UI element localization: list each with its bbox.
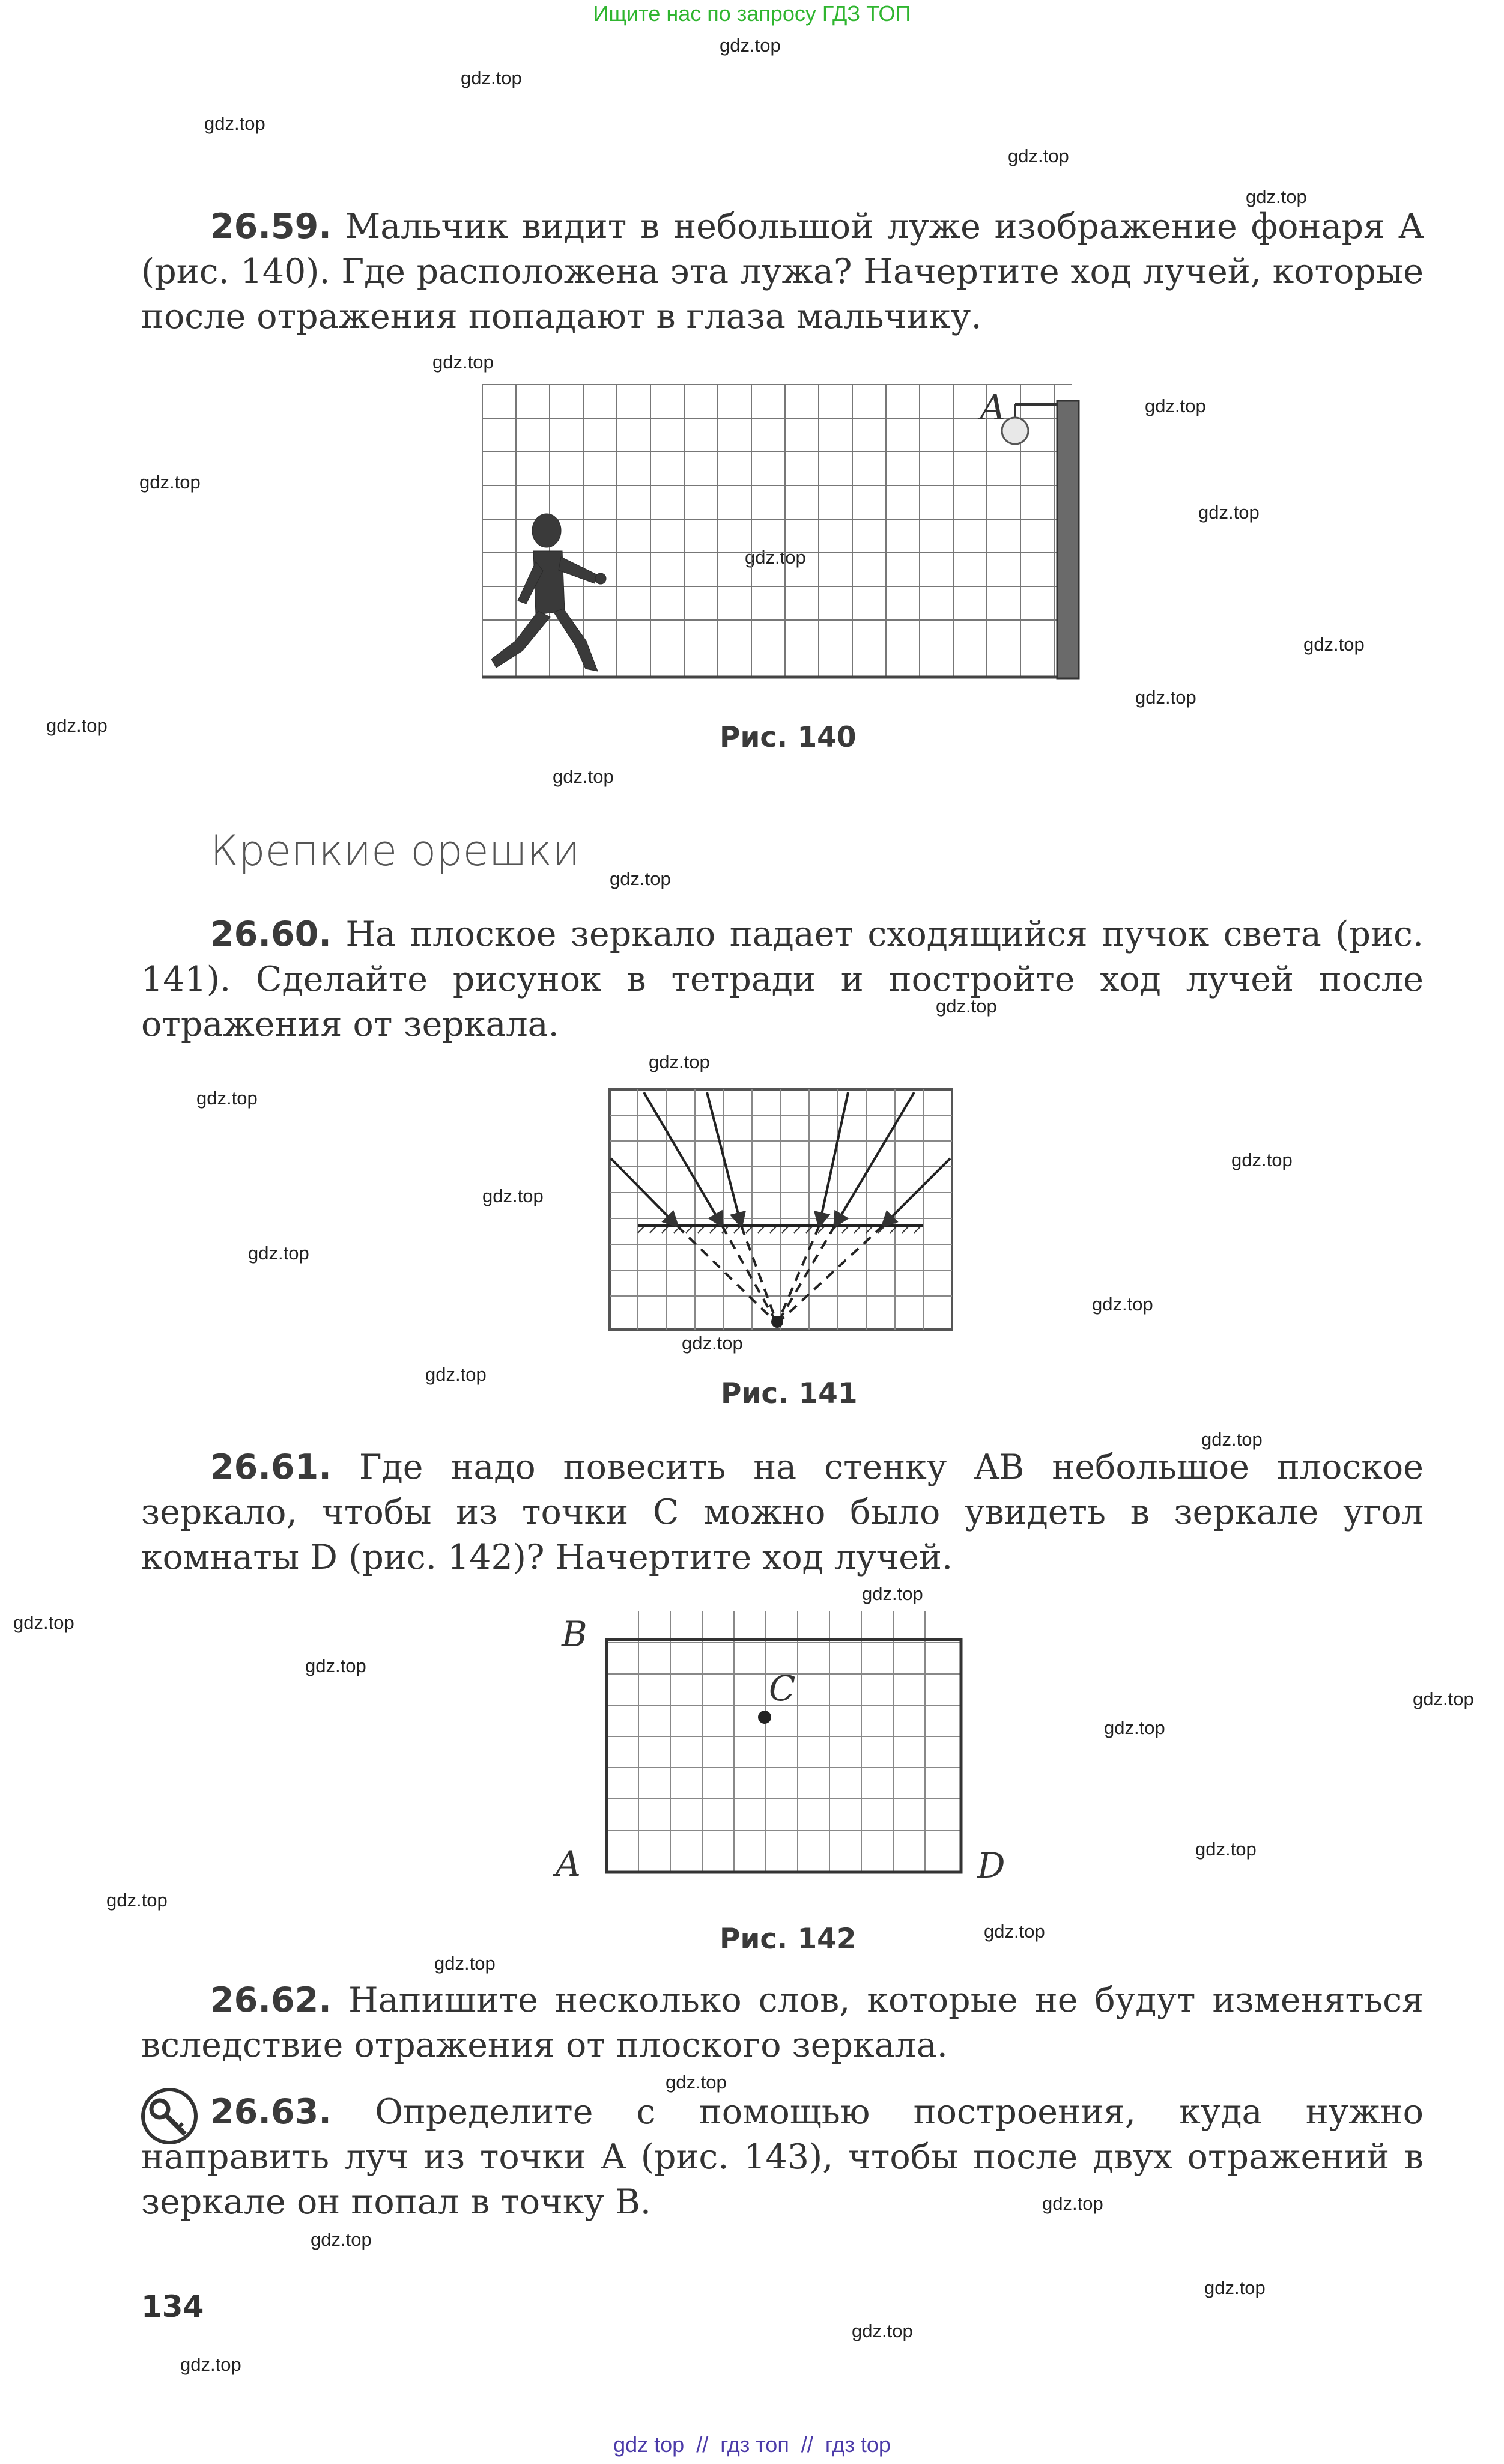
problem-26-62 xyxy=(141,1978,1424,2068)
watermark: gdz.top xyxy=(1092,1294,1153,1315)
problem-number: 26.61. xyxy=(210,1447,332,1487)
page-number: 134 xyxy=(141,2289,204,2324)
problem-26-61 xyxy=(141,1445,1424,1580)
problem-text: На плоское зеркало падает сходящийся пучок света (рис. 141). Сделайте рисунок в тетради и постройте ход лучей после отражения от зеркала. xyxy=(141,914,1424,1044)
watermark: gdz.top xyxy=(196,1088,258,1109)
label-c: C xyxy=(769,1668,796,1709)
boy-figure xyxy=(491,514,606,671)
watermark: gdz.top xyxy=(1135,687,1196,708)
watermark: gdz.top xyxy=(1246,186,1307,207)
watermark: gdz.top xyxy=(610,868,671,889)
watermark: gdz.top xyxy=(1303,634,1365,655)
watermark: gdz.top xyxy=(13,1612,74,1633)
problem-number: 26.62. xyxy=(210,1980,332,2020)
watermark: gdz.top xyxy=(425,1364,487,1385)
watermark: gdz.top xyxy=(1231,1149,1293,1170)
problem-text: Напишите несколько слов, которые не будут изменяться вследствие отражения от плоского зеркала. xyxy=(141,1980,1424,2065)
watermark: gdz.top xyxy=(1198,502,1260,523)
problem-number: 26.59. xyxy=(210,207,332,246)
watermark: gdz.top xyxy=(204,113,265,134)
watermark: gdz.top xyxy=(862,1583,923,1604)
watermark: gdz.top xyxy=(1145,395,1206,416)
watermark: gdz.top xyxy=(1104,1717,1165,1738)
watermark: gdz.top xyxy=(649,1051,710,1072)
watermark: gdz.top xyxy=(720,35,781,56)
watermark: gdz.top xyxy=(180,2354,241,2375)
watermark: gdz.top xyxy=(248,1243,309,1264)
problem-number: 26.63. xyxy=(210,2092,332,2132)
problem-26-59 xyxy=(141,204,1424,339)
watermark: gdz.top xyxy=(461,67,522,88)
watermark: gdz.top xyxy=(432,351,494,373)
problem-text: Где надо повесить на стенку AB небольшое плоское зеркало, чтобы из точки C можно было увидеть в зеркале угол комнаты D (рис. 142)? Начертите ход лучей. xyxy=(141,1447,1424,1577)
problem-text: Мальчик видит в небольшой луже изображение фонаря A (рис. 140). Где расположена эта лужа? Начертите ход лучей, которые после отражения попадают в глаза мальчику. xyxy=(141,207,1424,336)
watermark: gdz.top xyxy=(553,766,614,787)
watermark: gdz.top xyxy=(666,2072,727,2093)
section-heading: Крепкие орешки xyxy=(210,826,580,875)
label-b: B xyxy=(562,1614,587,1655)
watermark: gdz.top xyxy=(311,2229,372,2250)
figure-142 xyxy=(550,1610,1018,1893)
watermark: gdz.top xyxy=(984,1921,1045,1942)
problem-26-60 xyxy=(141,912,1424,1047)
watermark: gdz.top xyxy=(1204,2277,1266,2298)
watermark: gdz.top xyxy=(1413,1688,1474,1709)
watermark: gdz.top xyxy=(139,472,201,493)
figure-140 xyxy=(481,382,1087,682)
watermark: gdz.top xyxy=(1008,145,1069,166)
problem-text: Определите с помощью построения, куда нужно направить луч из точки A (рис. 143), чтобы после двух отражений в зеркале он попал в точку B. xyxy=(141,2092,1424,2222)
footer-links[interactable]: gdz top // гдз топ // гдз top xyxy=(613,2432,891,2457)
problem-number: 26.60. xyxy=(210,914,332,954)
watermark: gdz.top xyxy=(852,2320,913,2341)
watermark: gdz.top xyxy=(1195,1839,1257,1860)
watermark: gdz.top xyxy=(434,1953,496,1974)
label-a: A xyxy=(980,387,1005,428)
figure-142-caption: Рис. 142 xyxy=(720,1923,857,1956)
watermark: gdz.top xyxy=(46,715,108,736)
watermark: gdz.top xyxy=(1201,1429,1263,1450)
watermark: gdz.top xyxy=(936,996,997,1017)
watermark: gdz.top xyxy=(745,547,806,568)
label-a: A xyxy=(556,1843,581,1884)
watermark: gdz.top xyxy=(1042,2193,1103,2214)
problem-26-63 xyxy=(141,2090,1424,2225)
watermark: gdz.top xyxy=(682,1333,743,1354)
watermark: gdz.top xyxy=(482,1185,544,1206)
figure-141 xyxy=(608,1086,956,1334)
figure-140-caption: Рис. 140 xyxy=(720,721,857,754)
top-banner: Ищите нас по запросу ГДЗ ТОП xyxy=(593,1,911,26)
watermark: gdz.top xyxy=(305,1655,366,1676)
figure-141-caption: Рис. 141 xyxy=(721,1377,858,1410)
watermark: gdz.top xyxy=(106,1890,168,1911)
label-d: D xyxy=(977,1845,1005,1886)
